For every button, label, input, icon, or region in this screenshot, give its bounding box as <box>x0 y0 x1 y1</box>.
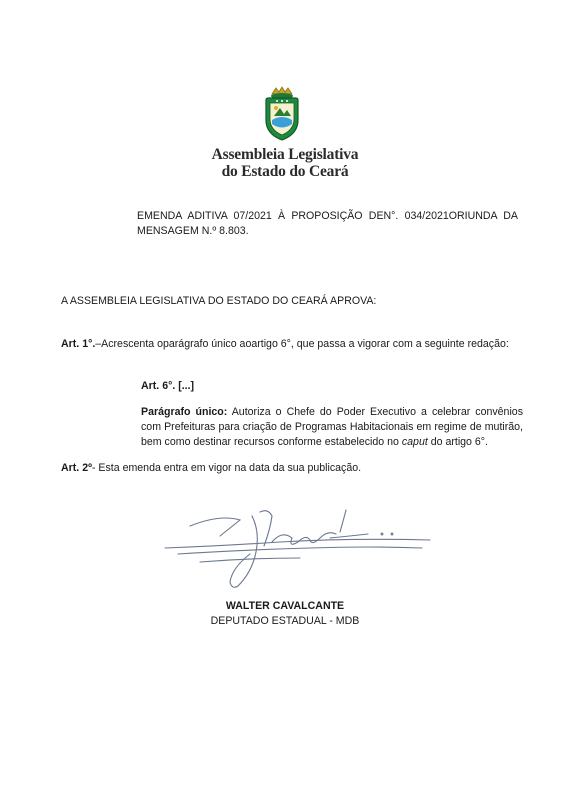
article-2 <box>61 461 531 476</box>
paragraph-label: Parágrafo único: <box>141 406 228 418</box>
article-1-text: –Acrescenta oparágrafo único aoartigo 6°, que passa a vigorar com a seguinte redação: <box>95 338 509 350</box>
article-2-label: Art. 2º <box>61 462 92 474</box>
paragraph-text: Autoriza o Chefe do Poder Executivo a celebrar convênios com Prefeituras para criação de Programas Habitacionais em regime de mutirão, bem como destinar recursos conforme estabelecido no <box>141 406 523 448</box>
article-6-heading: Art. 6°. [...] <box>141 380 195 392</box>
article-1 <box>61 337 531 352</box>
article-2-text: - Esta emenda entra em vigor na data da sua publicação. <box>91 462 362 474</box>
org-name-line2: do Estado do Ceará <box>221 163 349 180</box>
paragraph-italic-term: caput <box>401 436 428 448</box>
state-seal-logo <box>260 86 304 142</box>
handwritten-signature <box>160 502 440 592</box>
ementa-line1: EMENDA ADITIVA 07/2021 À PROPOSIÇÃO DEN°. 034/2021ORIUNDA DA <box>137 210 518 222</box>
article-1-label: Art. 1°. <box>61 338 96 350</box>
paragraph-unique <box>141 405 523 450</box>
paragraph-text-end: do artigo 6°. <box>427 436 488 448</box>
approval-statement: A ASSEMBLEIA LEGISLATIVA DO ESTADO DO CEARÁ APROVA: <box>61 295 377 307</box>
signer-role: DEPUTADO ESTADUAL - MDB <box>210 615 360 627</box>
ementa-line2: MENSAGEM N.º 8.803. <box>137 225 249 237</box>
signer-name: WALTER CAVALCANTE <box>225 600 345 612</box>
org-name-line1: Assembleia Legislativa <box>211 146 359 163</box>
ementa-header <box>137 209 518 239</box>
